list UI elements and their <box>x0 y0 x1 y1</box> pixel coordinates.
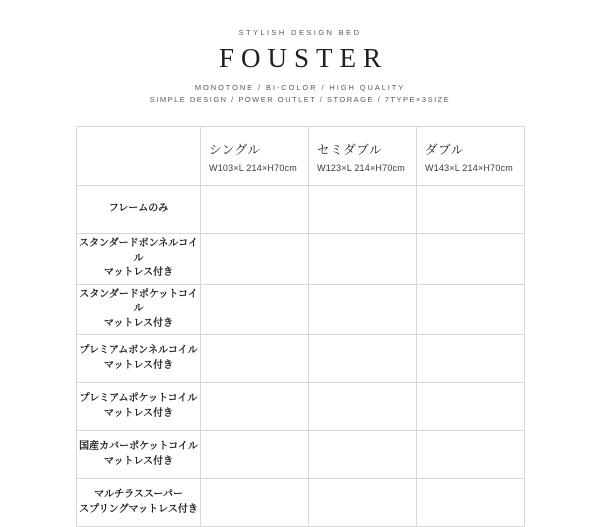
row-label-line-1: フレームのみ <box>108 203 169 215</box>
row-label-line-2: マットレス付き <box>103 267 174 278</box>
column-header-semi-double <box>309 127 417 186</box>
cell-single <box>201 383 309 431</box>
column-dimensions: W143×L 214×H70cm <box>425 162 513 173</box>
table-row <box>77 234 525 285</box>
row-label-standard-bonnell <box>77 234 201 285</box>
cell-single <box>201 234 309 285</box>
column-name: シングル <box>209 142 261 157</box>
cell-single <box>201 335 309 383</box>
header-subline-1: MONOTONE / BI-COLOR / HIGH QUALITY <box>194 83 406 92</box>
table-corner-cell <box>77 127 201 186</box>
brand-title: FOUSTER <box>218 43 389 73</box>
spec-table-wrap <box>76 126 524 527</box>
cell-single <box>201 186 309 234</box>
row-label-line-1: マルチラススーパー <box>94 489 183 500</box>
column-header-single <box>201 127 309 186</box>
cell-semi-double <box>309 431 417 479</box>
row-label-line-2: マットレス付き <box>103 317 174 329</box>
spec-table <box>76 126 525 527</box>
table-row <box>77 431 525 479</box>
row-label-line-2: スプリングマットレス付き <box>79 503 198 515</box>
row-label-premium-pocket <box>77 383 201 431</box>
table-header-row <box>77 127 525 186</box>
table-row <box>77 479 525 527</box>
cell-semi-double <box>309 284 417 335</box>
cell-double <box>417 383 525 431</box>
table-row <box>77 186 525 234</box>
row-label-line-1: プレミアムボンネルコイル <box>79 345 198 356</box>
cell-single <box>201 479 309 527</box>
row-label-line-1: 国産カバーポケットコイル <box>79 441 198 452</box>
row-label-line-2: マットレス付き <box>103 359 174 371</box>
cell-double <box>417 186 525 234</box>
cell-double <box>417 234 525 285</box>
cell-double <box>417 479 525 527</box>
cell-semi-double <box>309 186 417 234</box>
page-header <box>0 0 600 104</box>
column-dimensions: W123×L 214×H70cm <box>317 162 405 173</box>
cell-semi-double <box>309 479 417 527</box>
header-eyebrow: STYLISH DESIGN BED <box>238 28 362 37</box>
column-header-double <box>417 127 525 186</box>
row-label-domestic-cover-pocket <box>77 431 201 479</box>
row-label-line-1: プレミアムポケットコイル <box>79 393 198 404</box>
cell-semi-double <box>309 383 417 431</box>
column-name: セミダブル <box>317 142 383 157</box>
row-label-line-1: スタンダードボンネルコイル <box>79 238 198 264</box>
cell-single <box>201 431 309 479</box>
row-label-line-2: マットレス付き <box>103 455 174 467</box>
row-label-frame-only <box>77 186 201 234</box>
table-row <box>77 383 525 431</box>
cell-double <box>417 335 525 383</box>
row-label-premium-bonnell <box>77 335 201 383</box>
column-dimensions: W103×L 214×H70cm <box>209 162 297 173</box>
spec-table-body <box>77 186 525 527</box>
table-row <box>77 284 525 335</box>
row-label-standard-pocket <box>77 284 201 335</box>
header-subline-2: SIMPLE DESIGN / POWER OUTLET / STORAGE / 7TYPE×3SIZE <box>149 95 451 104</box>
spec-table-head <box>77 127 525 186</box>
row-label-line-2: マットレス付き <box>103 407 174 419</box>
row-label-multilas-super-spring <box>77 479 201 527</box>
table-row <box>77 335 525 383</box>
cell-double <box>417 431 525 479</box>
cell-double <box>417 284 525 335</box>
cell-semi-double <box>309 234 417 285</box>
cell-single <box>201 284 309 335</box>
column-name: ダブル <box>425 142 464 157</box>
cell-semi-double <box>309 335 417 383</box>
row-label-line-1: スタンダードポケットコイル <box>79 288 198 314</box>
